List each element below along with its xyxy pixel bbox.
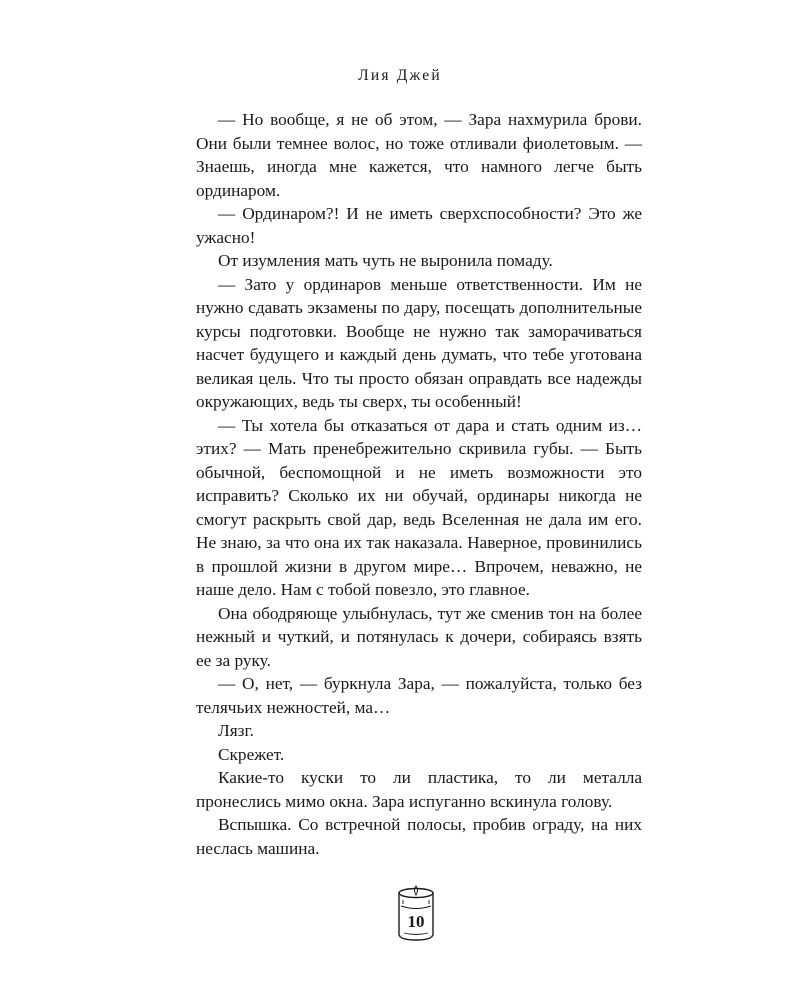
page-number-ornament	[391, 884, 441, 944]
paragraph: Вспышка. Со встречной полосы, пробив ограду, на них неслась машина.	[196, 815, 642, 858]
running-head: Лия Джей	[358, 67, 442, 84]
paragraph: — Ты хотела бы отказаться от дара и стать одним из… этих? — Мать пренебрежительно скривила губы. — Быть обычной, беспомощной и не иметь возможности это исправить? Сколько их ни обучай, ординары никогда не смогут раскрыть свой дар, ведь Вселенная не дала им его. Не знаю, за что она их так наказала. Наверное, провинились в прошлой жизни в другом мире… Впрочем, неважно, не наше дело. Нам с тобой повезло, это главное.	[196, 415, 642, 599]
body-text	[196, 108, 642, 860]
page-number: 10	[407, 912, 425, 931]
paragraph: Она ободряюще улыбнулась, тут же сменив тон на более нежный и чуткий, и потянулась к дочери, собираясь взять ее за руку.	[196, 603, 642, 670]
paragraph: От изумления мать чуть не выронила помаду.	[218, 251, 553, 270]
paragraph: — Но вообще, я не об этом, — Зара нахмурила брови. Они были темнее волос, но тоже отливали фиолетовым. — Знаешь, иногда мне кажется, что намного легче быть ординаром.	[196, 110, 642, 200]
paragraph: Скрежет.	[218, 744, 285, 764]
paragraph: — Зато у ординаров меньше ответственности. Им не нужно сдавать экзамены по дару, посещать дополнительные курсы подготовки. Вообще не нужно так заморачиваться насчет будущего и каждый день думать, что тебе уготована великая цель. Что ты просто обязан оправдать все надежды окружающих, ведь ты сверх, ты особенный!	[196, 274, 642, 411]
paragraph: Лязг.	[218, 721, 254, 740]
paragraph: — Ординаром?! И не иметь сверхспособности? Это же ужасно!	[196, 204, 642, 247]
paragraph: — О, нет, — буркнула Зара, — пожалуйста, только без телячьих нежностей, ма…	[196, 674, 642, 717]
paragraph: Какие-то куски то ли пластика, то ли металла пронеслись мимо окна. Зара испуганно вскинула голову.	[196, 768, 642, 811]
